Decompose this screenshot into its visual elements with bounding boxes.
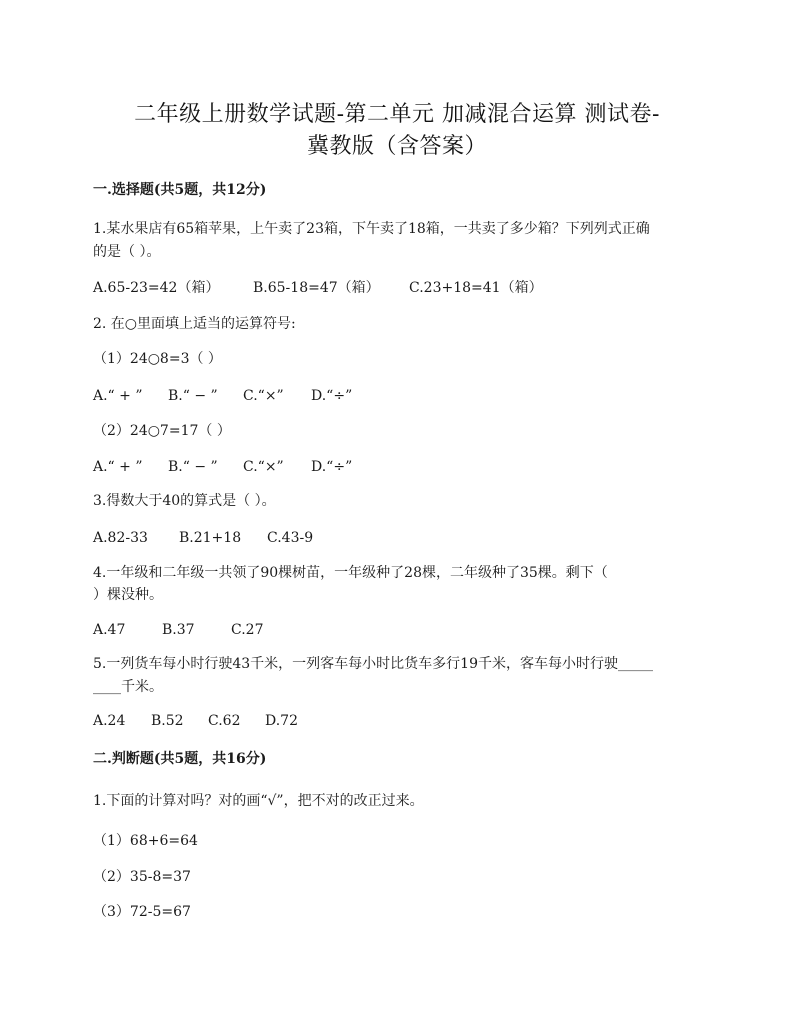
q2-sub1-option-d: D.“÷” [311, 388, 353, 404]
s2-q1-item-3: （3）72-5=67 [93, 904, 191, 920]
q1-stem-line-1: 1.某水果店有65箱苹果，上午卖了23箱，下午卖了18箱，一共卖了多少箱？下列列式正确 [93, 221, 650, 237]
q4-stem-line-2: ）棵没种。 [93, 587, 163, 603]
q2-sub1-option-a: A.“ + ” [93, 388, 143, 404]
q5-option-a: A.24 [93, 713, 126, 729]
q5-option-c: C.62 [208, 713, 241, 729]
q1-stem-line-2: 的是（ ）。 [93, 244, 161, 260]
q2-sub1-option-b: B.“ − ” [168, 388, 218, 404]
q4-option-a: A.47 [93, 622, 126, 638]
q2-sub1: （1）24○8=3（ ） [93, 351, 222, 367]
s2-q1-item-1: （1）68+6=64 [93, 833, 198, 849]
document-title-line-1: 二年级上册数学试题-第二单元 加减混合运算 测试卷- [134, 102, 660, 127]
section-heading-judgment: 二.判断题(共5题，共16分) [93, 751, 267, 767]
s2-q1-item-2: （2）35-8=37 [93, 869, 191, 885]
q1-option-c: C.23+18=41（箱） [409, 280, 543, 296]
q4-option-c: C.27 [231, 622, 264, 638]
q1-option-b: B.65-18=47（箱） [253, 280, 380, 296]
q2-sub1-option-c: C.“×” [243, 388, 284, 404]
q2-sub2-option-a: A.“ + ” [93, 459, 143, 475]
q5-option-b: B.52 [151, 713, 184, 729]
q2-sub2-options [93, 457, 352, 477]
document-title-line-2: 冀教版（含答案） [306, 134, 487, 159]
q3-option-c: C.43-9 [267, 530, 314, 546]
s2-q1-stem: 1.下面的计算对吗？对的画“√”，把不对的改正过来。 [93, 793, 424, 809]
q4-stem-line-1: 4.一年级和二年级一共领了90棵树苗，一年级种了28棵，二年级种了35棵。剩下（ [93, 565, 608, 581]
q2-stem: 2. 在○里面填上适当的运算符号: [93, 316, 296, 332]
q1-option-a: A.65-23=42（箱） [93, 280, 220, 296]
q1-options [93, 278, 543, 298]
q2-sub2-option-b: B.“ − ” [168, 459, 218, 475]
q2-sub1-options [93, 386, 352, 406]
section-heading-choice: 一.选择题(共5题，共12分) [93, 182, 267, 198]
q2-sub2-option-d: D.“÷” [311, 459, 353, 475]
q3-option-a: A.82-33 [93, 530, 148, 546]
q2-sub2: （2）24○7=17（ ） [93, 423, 231, 439]
q3-options [93, 528, 313, 548]
q5-options [93, 711, 298, 731]
q3-option-b: B.21+18 [179, 530, 242, 546]
q4-options [93, 620, 263, 640]
q2-sub2-option-c: C.“×” [243, 459, 284, 475]
q5-stem-line-2: ____千米。 [93, 679, 163, 695]
q5-stem-line-1: 5.一列货车每小时行驶43千米，一列客车每小时比货车多行19千米，客车每小时行驶_____ [93, 656, 653, 672]
q3-stem: 3.得数大于40的算式是（ ）。 [93, 493, 276, 509]
q4-option-b: B.37 [162, 622, 195, 638]
q5-option-d: D.72 [265, 713, 298, 729]
